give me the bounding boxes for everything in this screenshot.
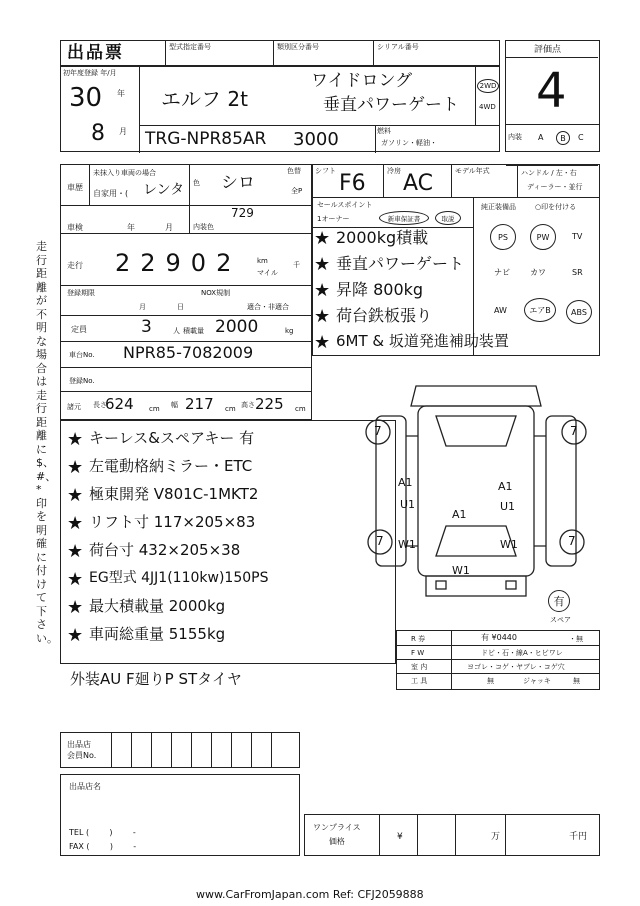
one-price-label: ワンプライス 価格	[313, 823, 361, 846]
tools-none: 無	[487, 677, 494, 685]
sen-yen-label: 千円	[569, 832, 588, 842]
color-no-label: 色替	[287, 167, 301, 175]
width-unit: cm	[225, 405, 236, 413]
shop-box	[60, 774, 300, 856]
mark-7-rr: 7	[568, 534, 576, 548]
color-label: 色	[193, 179, 200, 187]
nox-options: 適合・非適合	[247, 303, 289, 311]
loading-unit: kg	[285, 327, 294, 335]
equipment-aw: AW	[494, 306, 507, 315]
star-icon: ★	[67, 569, 84, 590]
interior-cond-label: 室 内	[411, 663, 428, 671]
reg-period-day: 日	[177, 303, 184, 311]
notes-block	[60, 420, 396, 664]
note-5: 荷台寸 432×205×38	[89, 541, 241, 559]
fax-label: FAX ( ) -	[69, 842, 137, 851]
score-value: 4	[536, 63, 567, 119]
car-name: エルフ 2t	[161, 87, 248, 111]
grade-line1: ワイドロング	[311, 71, 413, 91]
equipment-note: ○印を付ける	[535, 203, 577, 211]
side-note: 走行距離が不明な場合は走行距離に$、#、*印を明確に付けて下さい。	[36, 240, 58, 645]
loading-label: 積載量	[183, 327, 204, 335]
sales-point-3: 昇降 800kg	[336, 280, 424, 299]
star-icon: ★	[67, 597, 84, 618]
serial-no-label: シリアル番号	[377, 43, 419, 51]
member-label: 出品店 会員No.	[67, 740, 97, 760]
nox-label: NOX規制	[201, 289, 231, 297]
private-value: レンタ	[143, 182, 185, 198]
new-warranty: 新車保証書	[379, 211, 429, 225]
equipment-airbag: エアB	[524, 298, 556, 322]
handle-label: ハンドル / 左・右	[521, 169, 577, 177]
length-unit: cm	[149, 405, 160, 413]
drive-2wd: 2WD	[477, 79, 499, 93]
mark-u1-left: U1	[400, 498, 416, 511]
category-no-label: 類別区分番号	[277, 43, 319, 51]
mark-w1-right: W1	[500, 538, 518, 551]
star-icon: ★	[67, 485, 84, 506]
chassis-value: NPR85-7082009	[123, 343, 254, 362]
mark-a1-right: A1	[498, 480, 513, 493]
tel-label: TEL ( ) -	[69, 828, 136, 837]
height-label: 高さ	[241, 401, 255, 409]
sales-point-5: 6MT & 坂道発進補助装置	[336, 332, 509, 350]
interior-box	[505, 124, 600, 152]
note-8: 車両総重量 5155kg	[89, 625, 226, 643]
mark-w1-rear: W1	[452, 564, 470, 577]
color-code: 729	[231, 206, 254, 220]
width-value: 217	[185, 395, 214, 413]
equipment-ps: PS	[490, 224, 516, 250]
interior-cond-options: ヨゴレ・コゲ・ヤブレ・コゲ穴	[467, 663, 565, 671]
shift-label: シフト	[315, 167, 336, 175]
height-unit: cm	[295, 405, 306, 413]
ac-value: AC	[403, 171, 434, 196]
note-4: リフト寸 117×205×83	[89, 513, 256, 531]
sales-point-4: 荷台鉄板張り	[336, 306, 433, 325]
tools-label: 工 具	[411, 677, 428, 685]
mark-7-rl: 7	[376, 534, 384, 548]
page-title: 出品票	[67, 43, 124, 63]
fuel-label: 燃料	[377, 127, 391, 135]
star-icon: ★	[314, 306, 331, 327]
ac-label: 冷房	[387, 167, 401, 175]
star-icon: ★	[67, 429, 84, 450]
star-icon: ★	[314, 228, 331, 249]
fees-block	[396, 630, 600, 690]
equipment-sr: SR	[572, 268, 583, 277]
mark-u1-right: U1	[500, 500, 516, 513]
shop-name-label: 出品店名	[69, 782, 101, 791]
mileage-label: 走行	[67, 261, 83, 270]
width-label: 幅	[171, 401, 178, 409]
fw-options: ドビ・石・線A・ヒビワレ	[481, 649, 563, 657]
length-value: 624	[105, 395, 134, 413]
equipment-abs: ABS	[566, 300, 592, 324]
equipment-tv: TV	[572, 232, 583, 241]
model-year-label: モデル年式	[455, 167, 490, 175]
jack-label: ジャッキ	[523, 677, 551, 685]
displacement: 3000	[293, 129, 339, 150]
reg-period-label: 登録期限	[67, 289, 95, 297]
recycle-label: R 券	[411, 635, 426, 643]
inner-color-label: 内装色	[193, 223, 214, 231]
drive-4wd: 4WD	[479, 103, 496, 111]
equipment-label: 純正装備品	[481, 203, 516, 211]
star-icon: ★	[67, 625, 84, 646]
interior-grade-b: B	[556, 131, 570, 145]
height-value: 225	[255, 395, 284, 413]
interior-grade-c: C	[578, 133, 584, 142]
mileage-unit-km: km	[257, 257, 268, 265]
watermark: www.CarFromJapan.com Ref: CFJ2059888	[196, 888, 424, 901]
note-1: キーレス&スペアキー 有	[89, 429, 255, 447]
capacity-value: 3	[141, 317, 152, 337]
note-6: EG型式 4JJ1(110kw)150PS	[89, 570, 269, 586]
reg-period-month: 月	[139, 303, 146, 311]
grade-line2: 垂直パワーゲート	[323, 95, 459, 115]
yen-symbol: ¥	[397, 832, 403, 842]
model-code: TRG-NPR85AR	[145, 129, 267, 149]
recycle-value: 有 ¥0440	[481, 633, 517, 642]
dealer-label: ディーラー・並行	[527, 183, 583, 191]
equipment-navi: ナビ	[494, 268, 510, 277]
sales-point-1: 2000kg積載	[336, 228, 429, 247]
mark-a1-center: A1	[452, 508, 467, 521]
sales-point-label: セールスポイント	[317, 201, 373, 209]
note-2: 左電動格納ミラー・ETC	[89, 457, 253, 475]
star-icon: ★	[67, 513, 84, 534]
mark-7-fl: 7	[374, 424, 382, 438]
recycle-none: ・無	[569, 635, 583, 643]
manual: 取説	[435, 211, 461, 225]
shift-value: F6	[339, 171, 366, 196]
score-label: 評価点	[534, 45, 562, 55]
one-price-box	[304, 814, 600, 856]
mileage-unknown: 千	[293, 261, 300, 269]
inspection-label: 車検	[67, 223, 83, 232]
star-icon: ★	[67, 457, 84, 478]
star-icon: ★	[67, 541, 84, 562]
member-box	[60, 732, 300, 768]
spare-label: スペア	[550, 616, 571, 624]
header-area	[60, 40, 500, 66]
details-block	[60, 164, 312, 420]
fuel-options: ガソリン・軽油・	[381, 139, 437, 147]
sales-point-2: 垂直パワーゲート	[336, 254, 465, 273]
car-damage-diagram	[356, 376, 596, 616]
month-unit: 月	[119, 127, 127, 136]
loading-value: 2000	[215, 317, 259, 337]
note-7: 最大積載量 2000kg	[89, 597, 226, 615]
vehicle-type-no-label: 型式指定番号	[169, 43, 211, 51]
jack-none: 無	[573, 677, 580, 685]
mark-w1-left: W1	[398, 538, 416, 551]
equipment-pw: PW	[530, 224, 556, 250]
inspection-year: 年	[127, 223, 135, 232]
note-3: 極東開発 V801C-1MKT2	[89, 485, 259, 503]
plate-label: 登録No.	[69, 377, 95, 385]
private-label: 自家用・(	[93, 189, 129, 198]
bottom-note: 外装AU F廻りP STタイヤ	[70, 670, 242, 688]
equipment-leather: カワ	[530, 268, 546, 277]
mark-a1-left: A1	[398, 476, 413, 489]
color-all-label: 全P	[291, 187, 303, 195]
year-unit: 年	[117, 89, 125, 98]
month-value: 8	[91, 121, 105, 146]
star-icon: ★	[314, 280, 331, 301]
one-owner: 1オーナー	[317, 215, 350, 223]
interior-label: 内装	[508, 133, 522, 141]
year-value: 30	[69, 83, 103, 113]
mileage-unit-mile: マイル	[257, 269, 278, 277]
length-label: 長さ	[93, 401, 107, 409]
interior-grade-a: A	[538, 133, 544, 142]
star-icon: ★	[314, 332, 331, 353]
star-icon: ★	[314, 254, 331, 275]
size-label: 諸元	[67, 403, 81, 411]
chassis-label: 車台No.	[69, 351, 95, 359]
man-label: 万	[491, 832, 501, 842]
inspection-month: 月	[165, 223, 173, 232]
color-value: シロ	[221, 173, 255, 193]
registration-block	[60, 66, 500, 152]
mileage-value: 22902	[115, 249, 242, 277]
capacity-label: 定員	[71, 325, 87, 334]
capacity-unit: 人	[173, 327, 180, 335]
unregistered-label: 未抹入り車両の場合	[93, 169, 156, 177]
fw-label: F W	[411, 649, 425, 657]
mark-7-fr: 7	[570, 424, 578, 438]
spare-value: 有	[548, 590, 570, 612]
first-reg-label: 初年度登録 年/月	[63, 69, 117, 77]
vehicle-label: 車歴	[67, 183, 83, 192]
